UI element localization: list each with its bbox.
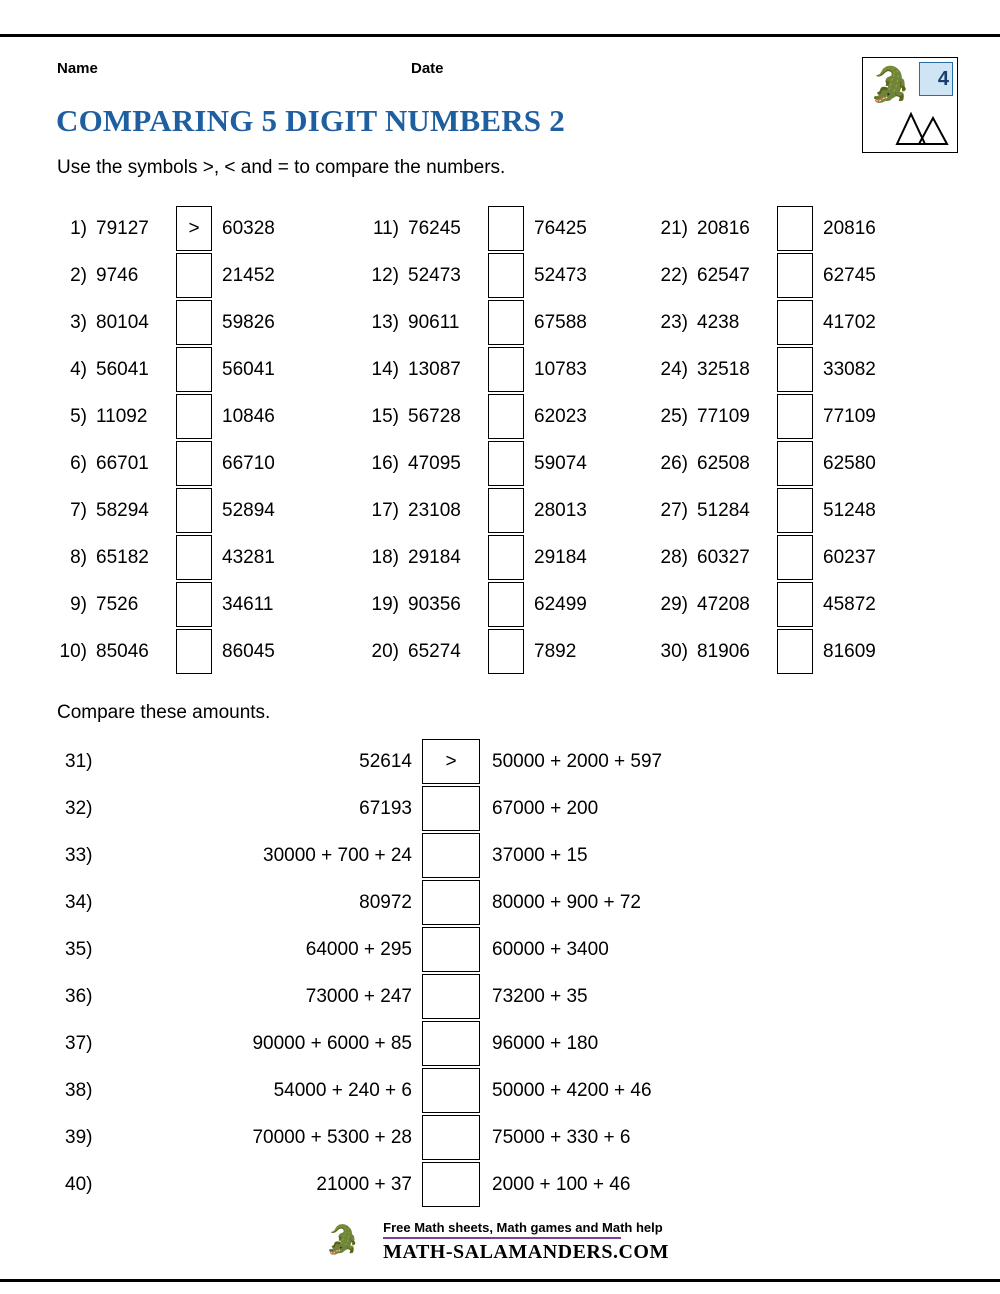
grid-column-2: [368, 205, 587, 675]
right-operand: 60328: [222, 217, 275, 239]
answer-box[interactable]: [777, 441, 813, 486]
right-operand: 81609: [823, 640, 876, 662]
footer: [0, 1220, 1000, 1264]
list-item: [56, 879, 946, 926]
amounts-list: [56, 738, 946, 1208]
table-row: [368, 628, 587, 675]
table-row: [56, 346, 275, 393]
salamander-icon: 🐊: [869, 66, 912, 104]
table-row: [368, 252, 587, 299]
left-operand: 20816: [697, 217, 750, 239]
left-operand: 80104: [96, 311, 149, 333]
right-operand: 59074: [534, 452, 587, 474]
left-operand: 56041: [96, 358, 149, 380]
left-operand: 52473: [408, 264, 461, 286]
answer-box[interactable]: [488, 441, 524, 486]
right-operand: 10783: [534, 358, 587, 380]
table-row: [56, 581, 275, 628]
right-operand: 43281: [222, 546, 275, 568]
table-row: [56, 299, 275, 346]
table-row: [56, 205, 275, 252]
problem-number: 32): [65, 797, 93, 819]
table-row: [56, 393, 275, 440]
problem-number: 3): [70, 311, 87, 333]
answer-box[interactable]: >: [176, 206, 212, 251]
right-expression: 75000 + 330 + 6: [492, 1126, 631, 1148]
right-operand: 67588: [534, 311, 587, 333]
left-expression: 64000 + 295: [305, 938, 412, 960]
right-expression: 73200 + 35: [492, 985, 588, 1007]
left-operand: 90356: [408, 593, 461, 615]
problem-number: 14): [371, 358, 399, 380]
answer-box[interactable]: [777, 535, 813, 580]
table-row: [657, 440, 876, 487]
left-operand: 47095: [408, 452, 461, 474]
answer-box[interactable]: [488, 253, 524, 298]
right-operand: 62023: [534, 405, 587, 427]
answer-box[interactable]: [176, 300, 212, 345]
page-title: COMPARING 5 DIGIT NUMBERS 2: [56, 103, 565, 138]
right-operand: 62499: [534, 593, 587, 615]
left-operand: 29184: [408, 546, 461, 568]
answer-box[interactable]: [777, 347, 813, 392]
table-row: [657, 393, 876, 440]
table-row: [56, 628, 275, 675]
table-row: [56, 252, 275, 299]
answer-box[interactable]: >: [422, 739, 480, 784]
footer-tagline: Free Math sheets, Math games and Math help: [383, 1220, 663, 1235]
footer-branding: [325, 1220, 669, 1264]
left-operand: 47208: [697, 593, 750, 615]
problem-number: 33): [65, 844, 93, 866]
problem-number: 26): [660, 452, 688, 474]
answer-box[interactable]: [777, 394, 813, 439]
table-row: [657, 534, 876, 581]
table-row: [368, 534, 587, 581]
mountains-icon: [893, 106, 951, 146]
problem-number: 6): [70, 452, 87, 474]
problem-number: 35): [65, 938, 93, 960]
right-operand: 45872: [823, 593, 876, 615]
problem-number: 12): [371, 264, 399, 286]
grid-column-3: [657, 205, 876, 675]
right-expression: 80000 + 900 + 72: [492, 891, 641, 913]
list-item: [56, 973, 946, 1020]
table-row: [368, 299, 587, 346]
left-expression: 73000 + 247: [305, 985, 412, 1007]
problem-number: 29): [660, 593, 688, 615]
left-operand: 65182: [96, 546, 149, 568]
table-row: [368, 440, 587, 487]
problem-number: 31): [65, 750, 93, 772]
table-row: [56, 534, 275, 581]
problem-number: 16): [371, 452, 399, 474]
problem-number: 25): [660, 405, 688, 427]
left-operand: 81906: [697, 640, 750, 662]
problem-number: 40): [65, 1173, 93, 1195]
bottom-divider: [0, 1279, 1000, 1282]
problem-number: 15): [371, 405, 399, 427]
name-label: Name: [57, 60, 98, 77]
table-row: [657, 628, 876, 675]
top-divider: [0, 34, 1000, 37]
left-expression: 30000 + 700 + 24: [263, 844, 412, 866]
instructions-amounts: Compare these amounts.: [57, 702, 271, 723]
answer-box[interactable]: [176, 629, 212, 674]
right-operand: 21452: [222, 264, 275, 286]
right-operand: 20816: [823, 217, 876, 239]
problem-number: 28): [660, 546, 688, 568]
left-operand: 76245: [408, 217, 461, 239]
answer-box[interactable]: [422, 927, 480, 972]
left-operand: 90611: [408, 311, 460, 333]
answer-box[interactable]: [422, 1021, 480, 1066]
left-operand: 85046: [96, 640, 149, 662]
left-operand: 62508: [697, 452, 750, 474]
right-operand: 33082: [823, 358, 876, 380]
problem-number: 22): [660, 264, 688, 286]
list-item: [56, 926, 946, 973]
problem-number: 1): [70, 217, 87, 239]
answer-box[interactable]: [176, 582, 212, 627]
problem-number: 27): [660, 499, 688, 521]
table-row: [368, 205, 587, 252]
left-operand: 65274: [408, 640, 461, 662]
table-row: [56, 487, 275, 534]
table-row: [657, 346, 876, 393]
left-operand: 7526: [96, 593, 139, 615]
problem-number: 8): [70, 546, 87, 568]
date-label: Date: [411, 60, 444, 77]
answer-box[interactable]: [488, 488, 524, 533]
right-expression: 50000 + 4200 + 46: [492, 1079, 652, 1101]
table-row: [368, 581, 587, 628]
problem-number: 39): [65, 1126, 93, 1148]
right-operand: 66710: [222, 452, 275, 474]
answer-box[interactable]: [176, 347, 212, 392]
right-operand: 59826: [222, 311, 275, 333]
problem-number: 21): [660, 217, 688, 239]
table-row: [657, 252, 876, 299]
answer-box[interactable]: [422, 1115, 480, 1160]
right-expression: 96000 + 180: [492, 1032, 599, 1054]
problem-number: 37): [65, 1032, 93, 1054]
answer-box[interactable]: [777, 629, 813, 674]
problem-number: 5): [70, 405, 87, 427]
right-operand: 52894: [222, 499, 275, 521]
left-operand: 60327: [697, 546, 750, 568]
table-row: [368, 393, 587, 440]
left-operand: 13087: [408, 358, 461, 380]
problem-number: 30): [660, 640, 688, 662]
problem-number: 2): [70, 264, 87, 286]
table-row: [368, 487, 587, 534]
right-expression: 37000 + 15: [492, 844, 588, 866]
answer-box[interactable]: [176, 535, 212, 580]
answer-box[interactable]: [422, 974, 480, 1019]
left-operand: 32518: [697, 358, 750, 380]
left-expression: 52614: [359, 750, 412, 772]
left-operand: 62547: [697, 264, 750, 286]
grid-column-1: [56, 205, 275, 675]
left-operand: 4238: [697, 311, 740, 333]
right-operand: 41702: [823, 311, 876, 333]
logo-box: [862, 57, 958, 153]
left-operand: 66701: [96, 452, 149, 474]
right-operand: 76425: [534, 217, 587, 239]
left-operand: 11092: [96, 405, 148, 427]
answer-box[interactable]: [777, 300, 813, 345]
right-operand: 51248: [823, 499, 876, 521]
list-item: [56, 1067, 946, 1114]
footer-site: MATH-SALAMANDERS.COM: [383, 1241, 669, 1263]
right-operand: 7892: [534, 640, 577, 662]
table-row: [368, 346, 587, 393]
left-expression: 90000 + 6000 + 85: [252, 1032, 412, 1054]
right-operand: 62745: [823, 264, 876, 286]
table-row: [657, 581, 876, 628]
answer-box[interactable]: [777, 253, 813, 298]
answer-box[interactable]: [488, 629, 524, 674]
left-expression: 67193: [359, 797, 412, 819]
problem-number: 23): [660, 311, 688, 333]
left-operand: 51284: [697, 499, 750, 521]
problem-number: 24): [660, 358, 688, 380]
problem-number: 7): [70, 499, 87, 521]
answer-box[interactable]: [422, 833, 480, 878]
list-item: [56, 1020, 946, 1067]
right-operand: 28013: [534, 499, 587, 521]
right-operand: 29184: [534, 546, 587, 568]
left-expression: 54000 + 240 + 6: [273, 1079, 412, 1101]
problem-number: 4): [70, 358, 87, 380]
answer-box[interactable]: [488, 535, 524, 580]
salamander-icon: 🐊: [325, 1224, 360, 1255]
table-row: [657, 487, 876, 534]
problem-number: 18): [371, 546, 399, 568]
right-operand: 56041: [222, 358, 275, 380]
answer-box[interactable]: [777, 206, 813, 251]
table-row: [56, 440, 275, 487]
grade-badge: 4: [919, 62, 953, 96]
right-operand: 62580: [823, 452, 876, 474]
left-expression: 80972: [359, 891, 412, 913]
right-operand: 60237: [823, 546, 876, 568]
left-expression: 70000 + 5300 + 28: [252, 1126, 412, 1148]
answer-box[interactable]: [422, 1162, 480, 1207]
answer-box[interactable]: [176, 394, 212, 439]
footer-divider: [383, 1237, 621, 1239]
answer-box[interactable]: [777, 582, 813, 627]
list-item: [56, 832, 946, 879]
left-operand: 77109: [697, 405, 750, 427]
problem-number: 9): [70, 593, 87, 615]
left-operand: 58294: [96, 499, 149, 521]
right-operand: 77109: [823, 405, 876, 427]
list-item: [56, 785, 946, 832]
left-expression: 21000 + 37: [316, 1173, 412, 1195]
instructions-top: Use the symbols >, < and = to compare the numbers.: [57, 157, 506, 178]
problem-number: 19): [371, 593, 399, 615]
answer-box[interactable]: [176, 253, 212, 298]
right-operand: 52473: [534, 264, 587, 286]
table-row: [657, 299, 876, 346]
problem-number: 11): [372, 217, 399, 239]
left-operand: 56728: [408, 405, 461, 427]
problem-number: 34): [65, 891, 93, 913]
problem-number: 13): [371, 311, 399, 333]
problem-number: 20): [371, 640, 399, 662]
answer-box[interactable]: [488, 394, 524, 439]
right-expression: 50000 + 2000 + 597: [492, 750, 663, 772]
left-operand: 9746: [96, 264, 139, 286]
left-operand: 79127: [96, 217, 149, 239]
problem-number: 36): [65, 985, 93, 1007]
answer-box[interactable]: [777, 488, 813, 533]
answer-box[interactable]: [488, 347, 524, 392]
table-row: [657, 205, 876, 252]
problem-number: 17): [371, 499, 399, 521]
answer-box[interactable]: [422, 880, 480, 925]
answer-box[interactable]: [488, 582, 524, 627]
problem-number: 10): [59, 640, 87, 662]
list-item: [56, 1114, 946, 1161]
problem-number: 38): [65, 1079, 93, 1101]
answer-box[interactable]: [176, 441, 212, 486]
right-expression: 67000 + 200: [492, 797, 599, 819]
right-expression: 60000 + 3400: [492, 938, 609, 960]
right-operand: 34611: [222, 593, 274, 615]
answer-box[interactable]: [488, 300, 524, 345]
list-item: [56, 1161, 946, 1208]
right-expression: 2000 + 100 + 46: [492, 1173, 631, 1195]
answer-box[interactable]: [422, 1068, 480, 1113]
left-operand: 23108: [408, 499, 461, 521]
answer-box[interactable]: [176, 488, 212, 533]
right-operand: 10846: [222, 405, 275, 427]
answer-box[interactable]: [422, 786, 480, 831]
list-item: [56, 738, 946, 785]
answer-box[interactable]: [488, 206, 524, 251]
right-operand: 86045: [222, 640, 275, 662]
